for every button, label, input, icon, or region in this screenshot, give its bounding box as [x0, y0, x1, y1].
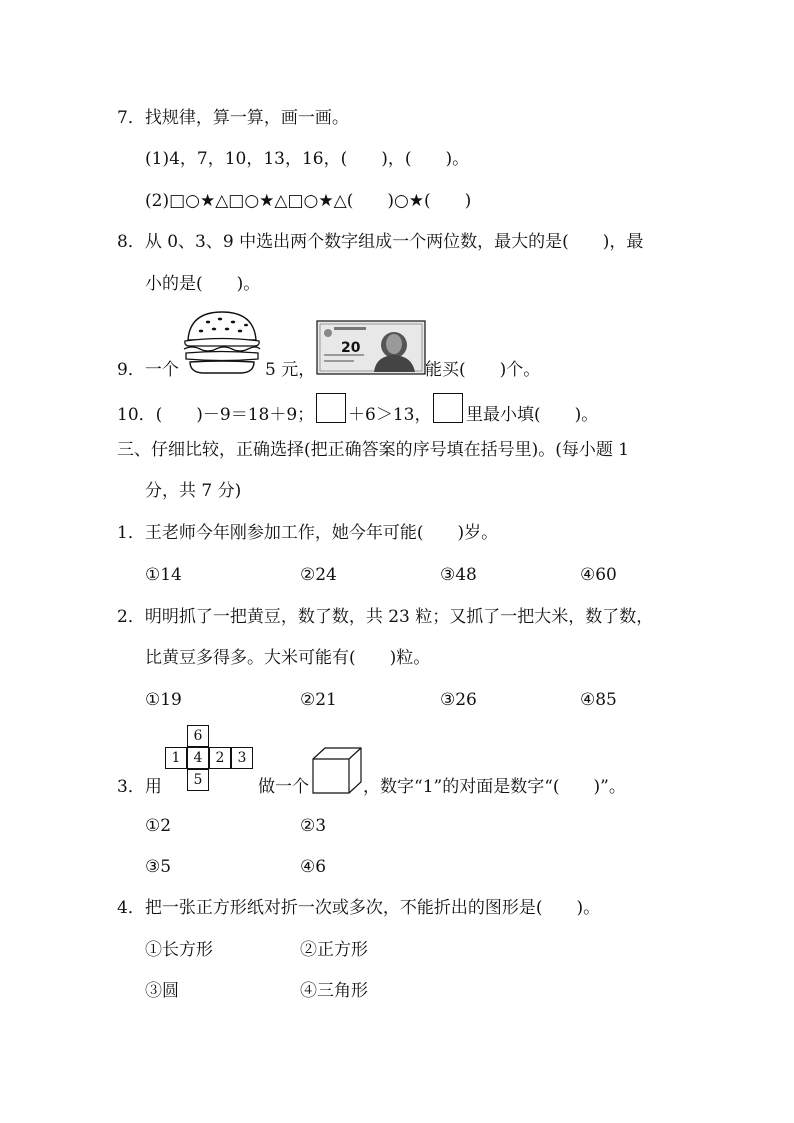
s3q2-option-4: ④85	[580, 690, 617, 710]
cube-net-cell: 3	[231, 747, 253, 769]
s3q2-line2: 比黄豆多得多。大米可能有( )粒。	[145, 648, 431, 668]
s3q4-option-2: ②正方形	[300, 940, 368, 960]
q7-part1: (1)4，7，10，13，16，( )，( )。	[145, 149, 470, 169]
cube-net-cell: 1	[165, 747, 187, 769]
q7-title: 7．找规律，算一算，画一画。	[117, 108, 349, 128]
s3q4-option-4: ④三角形	[300, 981, 368, 1001]
q10-part3: 里最小填( )。	[466, 405, 599, 425]
s3q2-option-2: ②21	[300, 690, 337, 710]
cube-net-cell: 2	[209, 747, 231, 769]
blank-square	[316, 393, 346, 423]
s3q3-suffix: ，数字“1”的对面是数字“( )”。	[363, 777, 626, 797]
s3q3-middle: 做一个	[258, 777, 309, 797]
banknote-value: 20	[341, 340, 361, 356]
q10-part1: 10．( )－9＝18＋9；	[117, 405, 315, 425]
cube-net-cell: 4	[187, 747, 209, 769]
section3-heading-line2: 分，共 7 分)	[145, 481, 242, 501]
s3q1-option-4: ④60	[580, 565, 617, 585]
s3q3-option-3: ③5	[145, 857, 172, 877]
s3q3-option-1: ①2	[145, 816, 172, 836]
q9-prefix: 9．一个	[117, 360, 179, 380]
hamburger-icon	[180, 308, 264, 378]
s3q1-option-1: ①14	[145, 565, 182, 585]
s3q3-option-4: ④6	[300, 857, 327, 877]
q10-part2: ＋6＞13，	[348, 405, 432, 425]
s3q1-option-3: ③48	[440, 565, 477, 585]
s3q3-option-2: ②3	[300, 816, 327, 836]
q9-suffix: 能买( )个。	[425, 360, 541, 380]
q7-part2: (2)□○★△□○★△□○★△( )○★( )	[145, 191, 472, 211]
cube-net-cell-top: 6	[187, 725, 209, 747]
q8-line2: 小的是( )。	[145, 274, 261, 294]
s3q2-option-3: ③26	[440, 690, 477, 710]
s3q2-line1: 2．明明抓了一把黄豆，数了数，共 23 粒；又抓了一把大米，数了数，	[117, 607, 654, 627]
section3-heading-line1: 三、仔细比较，正确选择(把正确答案的序号填在括号里)。(每小题 1	[117, 440, 630, 460]
s3q4-text: 4．把一张正方形纸对折一次或多次，不能折出的图形是( )。	[117, 898, 601, 918]
blank-square	[433, 393, 463, 423]
s3q3-prefix: 3．用	[117, 777, 162, 797]
s3q4-option-1: ①长方形	[145, 940, 213, 960]
s3q2-option-1: ①19	[145, 690, 182, 710]
banknote-20-yuan-image	[316, 320, 426, 375]
cube-icon	[311, 745, 363, 795]
cube-net-cell-bottom: 5	[187, 769, 209, 791]
q9-middle: 5 元，	[265, 360, 316, 380]
s3q1-text: 1．王老师今年刚参加工作，她今年可能( )岁。	[117, 523, 499, 543]
s3q1-option-2: ②24	[300, 565, 337, 585]
cube-net-diagram	[162, 725, 258, 793]
q8-line1: 8．从 0、3、9 中选出两个数字组成一个两位数，最大的是( )，最	[117, 232, 644, 252]
s3q4-option-3: ③圆	[145, 981, 179, 1001]
